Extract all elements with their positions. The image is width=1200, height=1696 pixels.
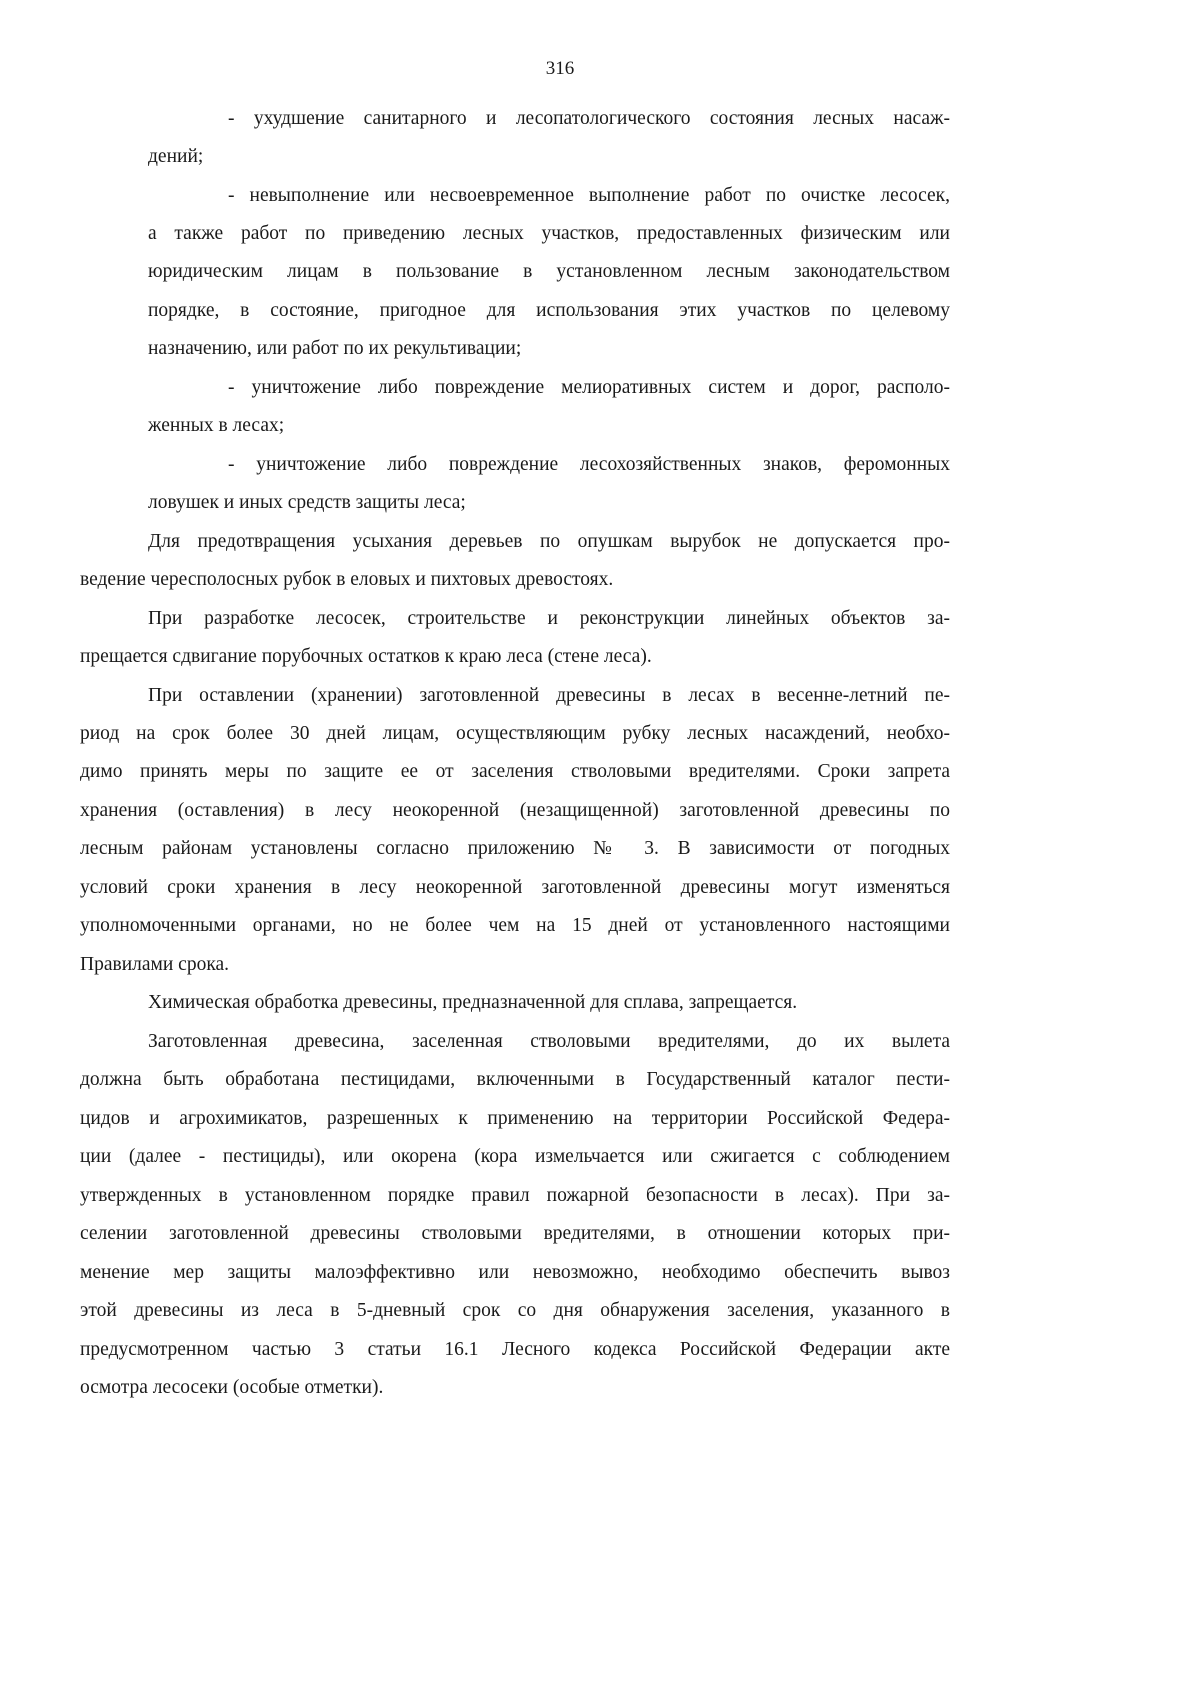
text-line: дений; (148, 146, 204, 167)
text-line: ловушек и иных средств защиты леса; (148, 492, 466, 513)
text-line: димо принять меры по защите ее от заселения стволовыми вредителями. Сроки запрета (80, 761, 950, 782)
text-line: - уничтожение либо повреждение лесохозяйственных знаков, феромонных (228, 454, 950, 475)
text-line: - невыполнение или несвоевременное выполнение работ по очистке лесосек, (228, 185, 950, 206)
text-line: условий сроки хранения в лесу неокоренной заготовленной древесины могут изменяться (80, 877, 950, 898)
page-number: 316 (545, 58, 575, 79)
text-line: порядке, в состояние, пригодное для использования этих участков по целевому (148, 300, 950, 321)
text-line: ведение чересполосных рубок в еловых и пихтовых древостоях. (80, 569, 614, 590)
text-line: хранения (оставления) в лесу неокоренной (незащищенной) заготовленной древесины по (80, 800, 950, 821)
text-line: При разработке лесосек, строительстве и реконструкции линейных объектов за- (148, 608, 950, 629)
text-line: При оставлении (хранении) заготовленной древесины в лесах в весенне-летний пе- (148, 685, 950, 706)
text-line: риод на срок более 30 дней лицам, осуществляющим рубку лесных насаждений, необхо- (80, 723, 950, 744)
text-line: ции (далее - пестициды), или окорена (кора измельчается или сжигается с соблюдением (80, 1146, 950, 1167)
text-line: женных в лесах; (148, 415, 285, 436)
text-line: менение мер защиты малоэффективно или невозможно, необходимо обеспечить вывоз (80, 1262, 950, 1283)
text-line: Химическая обработка древесины, предназначенной для сплава, запрещается. (148, 992, 798, 1013)
text-line: лесным районам установлены согласно приложению № 3. В зависимости от погодных (80, 838, 950, 859)
text-line: - ухудшение санитарного и лесопатологического состояния лесных насаж- (228, 108, 950, 129)
text-line: Правилами срока. (80, 954, 230, 975)
text-line: назначению, или работ по их рекультивации; (148, 338, 522, 359)
text-line: селении заготовленной древесины стволовыми вредителями, в отношении которых при- (80, 1223, 950, 1244)
text-line: Заготовленная древесина, заселенная стволовыми вредителями, до их вылета (148, 1031, 950, 1052)
text-line: юридическим лицам в пользование в установленном лесным законодательством (148, 261, 950, 282)
text-line: должна быть обработана пестицидами, включенными в Государственный каталог пести- (80, 1069, 950, 1090)
text-line: уполномоченными органами, но не более чем на 15 дней от установленного настоящими (80, 915, 950, 936)
text-line: - уничтожение либо повреждение мелиоративных систем и дорог, располо- (228, 377, 950, 398)
text-line: Для предотвращения усыхания деревьев по опушкам вырубок не допускается про- (148, 531, 950, 552)
text-line: этой древесины из леса в 5-дневный срок со дня обнаружения заселения, указанного в (80, 1300, 950, 1321)
text-line: утвержденных в установленном порядке правил пожарной безопасности в лесах). При за- (80, 1185, 950, 1206)
text-line: цидов и агрохимикатов, разрешенных к применению на территории Российской Федера- (80, 1108, 950, 1129)
text-line: а также работ по приведению лесных участков, предоставленных физическим или (148, 223, 950, 244)
text-line: прещается сдвигание порубочных остатков к краю леса (стене леса). (80, 646, 652, 667)
text-line: предусмотренном частью 3 статьи 16.1 Лесного кодекса Российской Федерации акте (80, 1339, 950, 1360)
text-line: осмотра лесосеки (особые отметки). (80, 1377, 384, 1398)
